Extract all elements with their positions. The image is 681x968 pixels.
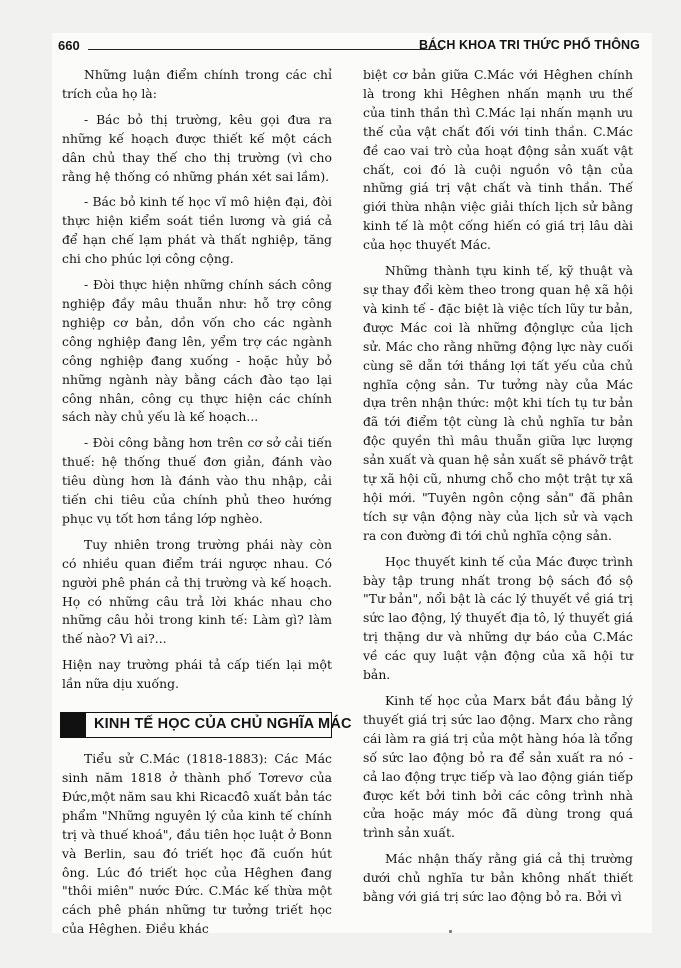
page-number: 660 (58, 38, 80, 53)
paragraph: Học thuyết kinh tế của Mác được trình bày tập trung nhất trong bộ sách đồ sộ "Tư bản", nổi bật là các lý thuyết về giá trị sức lao động, lý thuyết địa tô, lý thuyết giá trị thặng dư và những dự báo của C.Mác về các quy luật vận động của xã hội tư bản. (363, 553, 633, 683)
paragraph: Tuy nhiên trong trường phái này còn có nhiều quan điểm trái ngược nhau. Có người phê phán cả thị trường và kế hoạch. Họ có những câu trả lời khác nhau cho những câu hỏi trong kinh tế: Làm gì? làm thế nào? Vì ai?... (62, 536, 332, 647)
section-heading-text: KINH TẾ HỌC CỦA CHỦ NGHĨA MÁC (94, 716, 352, 733)
paragraph: Mác nhận thấy rằng giá cả thị trường dưới chủ nghĩa tư bản không nhất thiết bằng với giá trị sức lao động bỏ ra. Bởi vì (363, 851, 633, 905)
paragraph: Kinh tế học của Marx bắt đầu bằng lý thuyết giá trị sức lao động. Marx cho rằng cái làm ra giá trị của một hàng hóa là tổng số sức lao động bỏ ra để sản xuất ra nó - cả lao động trực tiếp và lao động gián tiếp được kết bởi tinh bởi các công trình nhà cửa hoặc máy móc đã dùng trong quá trình sản xuất. (363, 693, 633, 841)
paragraph: - Đòi thực hiện những chính sách công nghiệp đầy mâu thuẫn như: hỗ trợ công nghiệp cơ bản, dồn vốn cho các ngành công nghiệp đang lên, yểm trợ các ngành công nghiệp đang xuống - hoặc hủy bỏ những ngành này bằng cách đào tạo lại công nhân, công cụ thực hiện các chính sách này chủ yếu là kế hoạch... (62, 277, 332, 425)
section-heading (62, 712, 352, 742)
header-rule (88, 49, 443, 50)
paragraph: Những thành tựu kinh tế, kỹ thuật và sự thay đổi kèm theo trong quan hệ xã hội và kinh tế - đặc biệt là việc tích lũy tư bản, được Mác coi là những độnglực của lịch sử. Mác cho rằng những động lực này cuối cùng sẽ dẫn tới thắng lợi tất yếu của chủ nghĩa cộng sản. Tư tưởng này của Mác dựa trên nhận thức: một khi tích tụ tư bản đã tới điểm tột cùng là chủ nghĩa tư bản độc quyền thì mâu thuẫn giữa lực lượng sản xuất và quan hệ sản xuất sẽ phávỡ trật tự xã hội cũ, nhưng chỗ cho một trật tự xã hội mới. "Tuyên ngôn cộng sản" đã phân tích sự vận động này của lịch sử và vạch ra con đường đi tới chủ nghĩa cộng sản. (363, 263, 633, 543)
paragraph: Những luận điểm chính trong các chỉ trích của họ là: (62, 67, 332, 101)
heading-marker (60, 712, 86, 738)
left-column (62, 66, 352, 939)
page-header (58, 38, 640, 58)
print-speck (449, 930, 452, 933)
paragraph: Tiểu sử C.Mác (1818-1883): Các Mác sinh năm 1818 ở thành phố Tơrevơ của Đức,một năm sau khi Ricacđô xuất bản tác phẩm "Những nguyên lý của kinh tế chính trị và thuế khoá", đầu tiên học luật ở Bonn và Berlin, sau đó triết học đã cuốn hút ông. Lúc đó triết học của Hêghen đang "thôi miên" nước Đức. C.Mác kế thừa một cách phê phán những tư tưởng triết học của Hêghen. Điều khác (62, 751, 332, 937)
paragraph: - Bác bỏ thị trường, kêu gọi đưa ra những kế hoạch được thiết kế một cách dân chủ thay thế cho thị trường (vì cho rằng hệ thống có những phán xét sai lầm). (62, 111, 332, 184)
paragraph: - Đòi công bằng hơn trên cơ sở cải tiến thuế: hệ thống thuế đơn giản, đánh vào tiêu dùng hơn là đánh vào thu nhập, cải tiến chi tiêu của chính phủ theo hướng phục vụ tốt hơn tầng lớp nghèo. (62, 435, 332, 526)
running-title: BÁCH KHOA TRI THỨC PHỔ THÔNG (418, 38, 640, 52)
right-column (363, 66, 633, 907)
paragraph: Hiện nay trường phái tả cấp tiến lại một lần nữa dịu xuống. (62, 657, 332, 692)
paragraph: - Bác bỏ kinh tế học vĩ mô hiện đại, đòi thực hiện kiểm soát tiền lương và giá cả để hạn chế lạm phát và thất nghiệp, tăng chi cho phúc lợi công cộng. (62, 194, 332, 267)
paragraph: biệt cơ bản giữa C.Mác với Hêghen chính là trong khi Hêghen nhấn mạnh ưu thế của tinh thần thì C.Mác lại nhấn mạnh ưu thế của vật chất đối với tinh thần. C.Mác đề cao vai trò của hoạt động sản xuất vật chất, coi đó là cuội nguồn vô tận của những giá trị vật chất và tinh thần. Thế giới thừa nhận việc giải thích lịch sử bằng kinh tế là một cống hiến có giá trị lâu dài của học thuyết Mác. (363, 67, 633, 253)
